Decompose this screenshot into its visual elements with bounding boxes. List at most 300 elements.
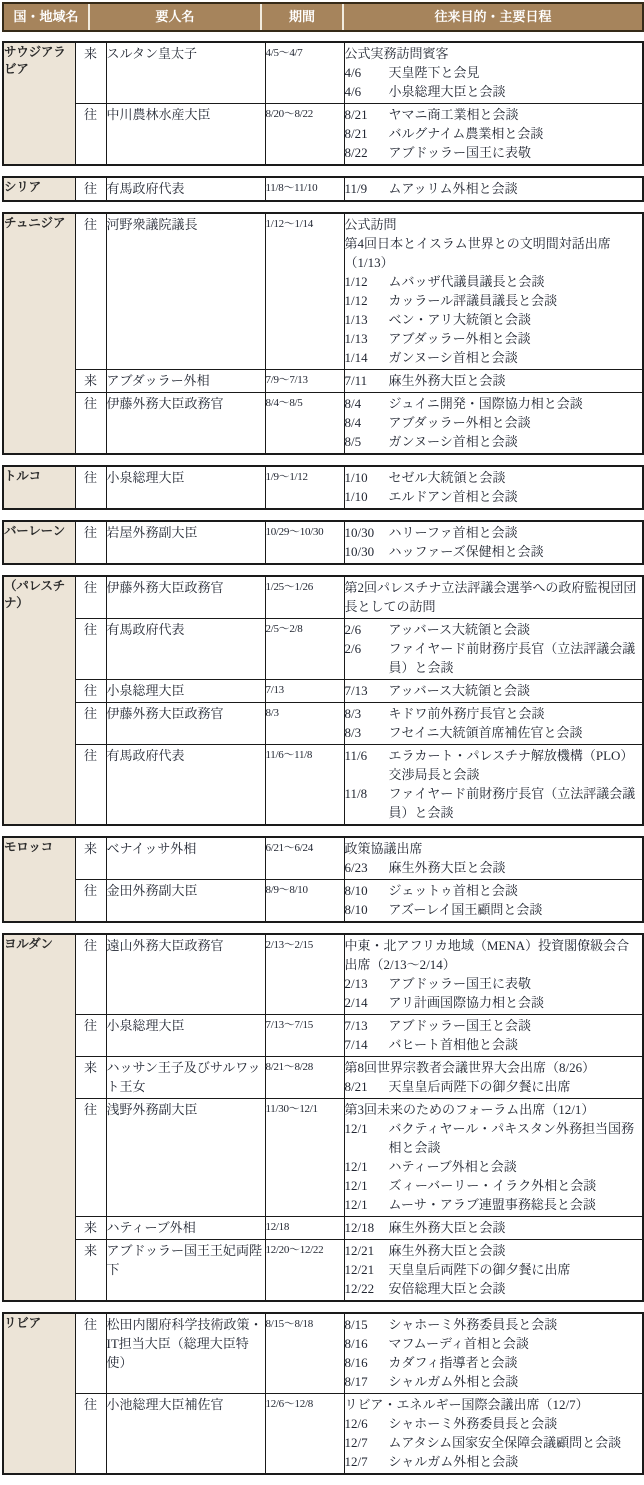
schedule-date: 1/10: [344, 489, 368, 504]
schedule-line: [345, 1372, 643, 1391]
schedule-text: 公式訪問: [344, 217, 397, 232]
schedule-date: 8/21: [344, 107, 368, 122]
visit-row: [3, 393, 643, 455]
schedule-line: [345, 124, 643, 143]
header-cell-country: 国・地域名: [3, 3, 89, 31]
schedule-date: 11/8: [344, 786, 368, 801]
schedule-text: アブドッラー国王と会談: [388, 1018, 531, 1033]
schedule-text: 第3回未来のためのフォーラム出席（12/1）: [344, 1102, 595, 1117]
schedule-date: 7/13: [344, 1018, 368, 1033]
schedule-date: 8/10: [344, 883, 368, 898]
purpose-cell: [344, 1217, 643, 1240]
country-section-table: [2, 520, 644, 565]
schedule-text: エルドアン首相と会談: [388, 489, 518, 504]
schedule-line: [345, 620, 643, 639]
schedule-line: [345, 681, 643, 700]
schedule-date: 12/1: [344, 1197, 368, 1212]
period-cell: 7/13: [265, 680, 344, 703]
name-cell: 小池総理大臣補佐官: [106, 1394, 265, 1475]
name-cell: ベナイッサ外相: [106, 837, 265, 880]
visit-row: [3, 466, 643, 509]
period-cell: 12/6～12/8: [265, 1394, 344, 1475]
schedule-line: [345, 1058, 643, 1077]
visit-row: [3, 619, 643, 680]
country-cell: バーレーン: [3, 521, 75, 564]
schedule-line: [345, 993, 643, 1012]
schedule-line: [345, 272, 643, 291]
schedule-date: 7/11: [344, 373, 368, 388]
schedule-text: 中東・北アフリカ地域（MENA）投資閣僚級会合出席（2/13～2/14）: [344, 938, 630, 972]
purpose-cell: [344, 837, 643, 880]
direction-cell: 往: [75, 1313, 106, 1394]
name-cell: 伊藤外務大臣政務官: [106, 703, 265, 745]
period-cell: 8/3: [265, 703, 344, 745]
purpose-cell: [344, 934, 643, 1015]
schedule-text: ムアッリム外相と会談: [388, 181, 518, 196]
schedule-date: 12/7: [344, 1435, 368, 1450]
schedule-text: 天皇皇后両陛下の御夕餐に出席: [388, 1079, 571, 1094]
period-cell: 11/30～12/1: [265, 1099, 344, 1217]
country-cell: サウジアラビア: [3, 42, 75, 165]
schedule-text: 第2回パレスチナ立法評議会選挙への政府監視団団長としての訪問: [344, 580, 637, 614]
schedule-line: [345, 234, 643, 272]
visit-row: [3, 104, 643, 166]
period-cell: 1/25～1/26: [265, 576, 344, 619]
name-cell: 金田外務副大臣: [106, 880, 265, 923]
period-cell: 10/29～10/30: [265, 521, 344, 564]
purpose-cell: [344, 1057, 643, 1099]
schedule-text: アブドッラー国王に表敬: [388, 976, 531, 991]
schedule-line: [345, 413, 643, 432]
visit-row: [3, 1057, 643, 1099]
schedule-text: 天皇陛下と会見: [388, 65, 480, 80]
schedule-line: [345, 1260, 643, 1279]
direction-cell: 往: [75, 1015, 106, 1057]
schedule-line: [345, 542, 643, 561]
schedule-text: キドワ前外務庁長官と会談: [388, 706, 545, 721]
schedule-date: 8/10: [344, 902, 368, 917]
direction-cell: 往: [75, 576, 106, 619]
schedule-text: ヤマニ商工業相と会談: [388, 107, 519, 122]
schedule-date: 8/22: [344, 145, 368, 160]
name-cell: ハッサン王子及びサルワット王女: [106, 1057, 265, 1099]
schedule-line: [345, 1452, 643, 1471]
schedule-line: [345, 1315, 643, 1334]
country-section-table: [2, 465, 644, 510]
schedule-text: ズィーバーリー・イラク外相と会談: [388, 1178, 597, 1193]
schedule-date: 11/9: [344, 181, 368, 196]
schedule-line: [345, 63, 643, 82]
period-cell: 8/15～8/18: [265, 1313, 344, 1394]
schedule-date: 2/14: [344, 995, 368, 1010]
direction-cell: 往: [75, 177, 106, 201]
table-header: [2, 2, 644, 32]
name-cell: 有馬政府代表: [106, 177, 265, 201]
visit-row: [3, 1313, 643, 1394]
name-cell: 浅野外務副大臣: [106, 1099, 265, 1217]
purpose-cell: [344, 213, 643, 370]
name-cell: 伊藤外務大臣政務官: [106, 576, 265, 619]
name-cell: 松田内閣府科学技術政策・IT担当大臣（総理大臣特使）: [106, 1313, 265, 1394]
schedule-text: ジュイニ開発・国際協力相と会談: [388, 396, 583, 411]
purpose-cell: [344, 1394, 643, 1475]
period-cell: 4/5～4/7: [265, 42, 344, 104]
schedule-text: マフムーディ首相と会談: [388, 1336, 529, 1351]
direction-cell: 往: [75, 1099, 106, 1217]
schedule-line: [345, 1016, 643, 1035]
direction-cell: 来: [75, 1057, 106, 1099]
schedule-text: ムーサ・アラブ連盟事務総長と会談: [388, 1197, 596, 1212]
schedule-text: エラカート・パレスチナ解放機構（PLO）交渉局長と会談: [388, 748, 634, 782]
purpose-cell: [344, 1015, 643, 1057]
schedule-date: 8/17: [344, 1374, 368, 1389]
schedule-text: アブドッラー国王に表敬: [388, 145, 531, 160]
schedule-text: ファイヤード前財務庁長官（立法評議会議員）と会談: [388, 641, 636, 675]
direction-cell: 往: [75, 619, 106, 680]
schedule-text: バヒート首相他と会談: [388, 1037, 518, 1052]
purpose-cell: [344, 703, 643, 745]
schedule-line: [345, 1077, 643, 1096]
visit-row: [3, 521, 643, 564]
name-cell: 有馬政府代表: [106, 619, 265, 680]
schedule-date: 8/21: [344, 126, 368, 141]
schedule-date: 12/22: [344, 1281, 375, 1296]
schedule-date: 12/18: [344, 1220, 375, 1235]
purpose-cell: [344, 1099, 643, 1217]
schedule-text: ベン・アリ大統領と会談: [388, 312, 531, 327]
direction-cell: 来: [75, 1240, 106, 1302]
direction-cell: 往: [75, 880, 106, 923]
schedule-line: [345, 82, 643, 101]
schedule-date: 2/13: [344, 976, 368, 991]
country-cell: チュニジア: [3, 213, 75, 454]
schedule-line: [345, 746, 643, 784]
schedule-line: [345, 1195, 643, 1214]
country-cell: （パレスチナ）: [3, 576, 75, 825]
schedule-text: カダフィ指導者と会談: [388, 1355, 518, 1370]
country-cell: シリア: [3, 177, 75, 201]
country-section-table: [2, 1312, 644, 1475]
schedule-line: [345, 900, 643, 919]
direction-cell: 来: [75, 370, 106, 393]
period-cell: 8/20～8/22: [265, 104, 344, 166]
schedule-text: ファイヤード前財務庁長官（立法評議会議員）と会談: [388, 786, 636, 820]
visit-row: [3, 1099, 643, 1217]
schedule-text: ムアタシム国家安全保障会議顧問と会談: [388, 1435, 622, 1450]
header-cell-name: 要人名: [89, 3, 261, 31]
schedule-line: [345, 143, 643, 162]
period-cell: 12/18: [265, 1217, 344, 1240]
schedule-line: [345, 1035, 643, 1054]
table-header-row: [3, 3, 643, 31]
name-cell: 小泉総理大臣: [106, 680, 265, 703]
schedule-date: 1/12: [344, 274, 368, 289]
purpose-cell: [344, 521, 643, 564]
schedule-line: [345, 936, 643, 974]
schedule-line: [345, 1414, 643, 1433]
direction-cell: 往: [75, 745, 106, 826]
schedule-text: 第4回日本とイスラム世界との文明間対話出席（1/13）: [344, 236, 611, 270]
schedule-line: [345, 1218, 643, 1237]
schedule-text: ハッファーズ保健相と会談: [388, 544, 544, 559]
schedule-text: ガンヌーシ首相と会談: [388, 434, 518, 449]
name-cell: 小泉総理大臣: [106, 1015, 265, 1057]
schedule-text: セゼル大統領と会談: [388, 470, 506, 485]
purpose-cell: [344, 576, 643, 619]
schedule-date: 1/14: [344, 350, 368, 365]
schedule-date: 12/1: [344, 1159, 368, 1174]
direction-cell: 往: [75, 104, 106, 166]
purpose-cell: [344, 680, 643, 703]
visit-row: [3, 1394, 643, 1475]
period-cell: 1/12～1/14: [265, 213, 344, 370]
period-cell: 8/9～8/10: [265, 880, 344, 923]
schedule-date: 4/6: [344, 84, 362, 99]
name-cell: 岩屋外務副大臣: [106, 521, 265, 564]
schedule-text: 政策協議出席: [344, 841, 423, 856]
name-cell: ハティーブ外相: [106, 1217, 265, 1240]
schedule-date: 2/6: [344, 641, 362, 656]
purpose-cell: [344, 745, 643, 826]
name-cell: 小泉総理大臣: [106, 466, 265, 509]
schedule-line: [345, 723, 643, 742]
schedule-text: アブダッラー外相と会談: [388, 331, 531, 346]
period-cell: 1/9～1/12: [265, 466, 344, 509]
schedule-text: アッバース大統領と会談: [388, 622, 530, 637]
schedule-text: アブダッラー外相と会談: [388, 415, 531, 430]
schedule-text: 麻生外務大臣と会談: [388, 1243, 506, 1258]
schedule-line: [345, 639, 643, 677]
schedule-text: バクティヤール・パキスタン外務担当国務相と会談: [388, 1121, 634, 1155]
schedule-date: 10/30: [344, 525, 375, 540]
visit-row: [3, 370, 643, 393]
period-cell: 8/21～8/28: [265, 1057, 344, 1099]
period-cell: 7/13～7/15: [265, 1015, 344, 1057]
purpose-cell: [344, 619, 643, 680]
schedule-line: [345, 1353, 643, 1372]
name-cell: アブドッラー国王王妃両陛下: [106, 1240, 265, 1302]
schedule-line: [345, 839, 643, 858]
schedule-date: 11/6: [344, 748, 368, 763]
schedule-text: 天皇皇后両陛下の御夕餐に出席: [388, 1262, 571, 1277]
schedule-line: [345, 44, 643, 63]
schedule-text: ガンヌーシ首相と会談: [388, 350, 518, 365]
country-cell: モロッコ: [3, 837, 75, 922]
schedule-text: 麻生外務大臣と会談: [388, 373, 506, 388]
country-sections: [2, 41, 642, 1475]
schedule-line: [345, 704, 643, 723]
header-cell-period: 期間: [261, 3, 343, 31]
schedule-line: [345, 974, 643, 993]
schedule-date: 12/1: [344, 1121, 368, 1136]
schedule-line: [345, 348, 643, 367]
schedule-text: バルグナイム農業相と会談: [388, 126, 544, 141]
visit-row: [3, 1015, 643, 1057]
schedule-line: [345, 1241, 643, 1260]
visit-row: [3, 213, 643, 370]
schedule-line: [345, 310, 643, 329]
visit-row: [3, 880, 643, 923]
visit-row: [3, 1217, 643, 1240]
visit-row: [3, 703, 643, 745]
visit-row: [3, 745, 643, 826]
schedule-text: リビア・エネルギー国際会議出席（12/7）: [344, 1397, 589, 1412]
schedule-line: [345, 1279, 643, 1298]
schedule-date: 8/4: [344, 415, 362, 430]
direction-cell: 往: [75, 393, 106, 455]
purpose-cell: [344, 104, 643, 166]
visit-row: [3, 42, 643, 104]
schedule-line: [345, 1100, 643, 1119]
schedule-line: [345, 881, 643, 900]
schedule-text: シャルガム外相と会談: [388, 1374, 519, 1389]
country-cell: リビア: [3, 1313, 75, 1474]
schedule-line: [345, 1119, 643, 1157]
schedule-line: [345, 523, 643, 542]
schedule-date: 1/13: [344, 331, 368, 346]
schedule-text: ハティーブ外相と会談: [388, 1159, 517, 1174]
country-section-table: [2, 176, 644, 202]
country-cell: トルコ: [3, 466, 75, 509]
period-cell: 6/21～6/24: [265, 837, 344, 880]
schedule-date: 12/21: [344, 1243, 375, 1258]
schedule-text: ハリーファ首相と会談: [388, 525, 518, 540]
schedule-line: [345, 1176, 643, 1195]
period-cell: 7/9～7/13: [265, 370, 344, 393]
schedule-line: [345, 394, 643, 413]
schedule-text: アズーレイ国王顧問と会談: [388, 902, 543, 917]
schedule-line: [345, 291, 643, 310]
schedule-text: アッバース大統領と会談: [388, 683, 530, 698]
schedule-line: [345, 432, 643, 451]
schedule-text: フセイニ大統領首席補佐官と会談: [388, 725, 583, 740]
country-cell: ヨルダン: [3, 934, 75, 1301]
name-cell: 伊藤外務大臣政務官: [106, 393, 265, 455]
schedule-date: 8/16: [344, 1355, 368, 1370]
schedule-date: 4/6: [344, 65, 362, 80]
schedule-date: 1/12: [344, 293, 368, 308]
schedule-date: 1/13: [344, 312, 368, 327]
schedule-line: [345, 371, 643, 390]
schedule-text: 小泉総理大臣と会談: [388, 84, 506, 99]
schedule-line: [345, 1433, 643, 1452]
name-cell: 遠山外務大臣政務官: [106, 934, 265, 1015]
visit-row: [3, 680, 643, 703]
direction-cell: 往: [75, 703, 106, 745]
name-cell: 有馬政府代表: [106, 745, 265, 826]
direction-cell: 往: [75, 521, 106, 564]
purpose-cell: [344, 1240, 643, 1302]
schedule-line: [345, 578, 643, 616]
schedule-text: 公式実務訪問賓客: [344, 46, 449, 61]
direction-cell: 来: [75, 1217, 106, 1240]
schedule-date: 12/7: [344, 1454, 368, 1469]
name-cell: 河野衆議院議長: [106, 213, 265, 370]
schedule-text: シャルガム外相と会談: [388, 1454, 519, 1469]
visit-row: [3, 1240, 643, 1302]
purpose-cell: [344, 42, 643, 104]
direction-cell: 往: [75, 1394, 106, 1475]
schedule-date: 7/14: [344, 1037, 368, 1052]
country-section-table: [2, 41, 644, 166]
direction-cell: 来: [75, 837, 106, 880]
purpose-cell: [344, 177, 643, 201]
schedule-text: 第8回世界宗教者会議世界大会出席（8/26）: [344, 1060, 596, 1075]
schedule-date: 12/21: [344, 1262, 375, 1277]
period-cell: 2/5～2/8: [265, 619, 344, 680]
purpose-cell: [344, 466, 643, 509]
schedule-line: [345, 468, 643, 487]
schedule-text: 麻生外務大臣と会談: [388, 860, 506, 875]
name-cell: 中川農林水産大臣: [106, 104, 265, 166]
country-section-table: [2, 212, 644, 455]
schedule-line: [345, 1334, 643, 1353]
schedule-date: 10/30: [344, 544, 375, 559]
schedule-text: ムバッザ代議員議長と会談: [388, 274, 545, 289]
visit-row: [3, 177, 643, 201]
schedule-text: ジェットゥ首相と会談: [388, 883, 518, 898]
schedule-line: [345, 1157, 643, 1176]
direction-cell: 往: [75, 934, 106, 1015]
schedule-date: 12/1: [344, 1178, 368, 1193]
schedule-line: [345, 179, 643, 198]
country-section-table: [2, 933, 644, 1302]
schedule-date: 12/6: [344, 1416, 368, 1431]
name-cell: アブダッラー外相: [106, 370, 265, 393]
visit-row: [3, 576, 643, 619]
purpose-cell: [344, 880, 643, 923]
period-cell: 2/13～2/15: [265, 934, 344, 1015]
schedule-date: 1/10: [344, 470, 368, 485]
schedule-line: [345, 858, 643, 877]
schedule-text: 安倍総理大臣と会談: [388, 1281, 506, 1296]
schedule-date: 8/3: [344, 706, 362, 721]
direction-cell: 往: [75, 680, 106, 703]
purpose-cell: [344, 370, 643, 393]
schedule-line: [345, 784, 643, 822]
visit-row: [3, 837, 643, 880]
visit-row: [3, 934, 643, 1015]
schedule-text: カッラール評議員議長と会談: [388, 293, 558, 308]
schedule-date: 2/6: [344, 622, 362, 637]
schedule-line: [345, 329, 643, 348]
direction-cell: 来: [75, 42, 106, 104]
schedule-line: [345, 105, 643, 124]
schedule-text: シャホーミ外務委員長と会談: [388, 1416, 558, 1431]
purpose-cell: [344, 1313, 643, 1394]
header-cell-purpose: 往来目的・主要日程: [343, 3, 643, 31]
schedule-date: 8/15: [344, 1317, 368, 1332]
period-cell: 8/4～8/5: [265, 393, 344, 455]
schedule-line: [345, 487, 643, 506]
country-section-table: [2, 836, 644, 923]
schedule-line: [345, 1395, 643, 1414]
schedule-date: 8/16: [344, 1336, 368, 1351]
period-cell: 12/20～12/22: [265, 1240, 344, 1302]
schedule-text: シャホーミ外務委員長と会談: [388, 1317, 558, 1332]
purpose-cell: [344, 393, 643, 455]
schedule-date: 8/4: [344, 396, 362, 411]
name-cell: スルタン皇太子: [106, 42, 265, 104]
schedule-line: [345, 215, 643, 234]
schedule-date: 8/21: [344, 1079, 368, 1094]
schedule-date: 6/23: [344, 860, 368, 875]
schedule-text: アリ計画国際協力相と会談: [388, 995, 544, 1010]
direction-cell: 往: [75, 213, 106, 370]
country-section-table: [2, 575, 644, 826]
schedule-date: 8/5: [344, 434, 362, 449]
period-cell: 11/6～11/8: [265, 745, 344, 826]
